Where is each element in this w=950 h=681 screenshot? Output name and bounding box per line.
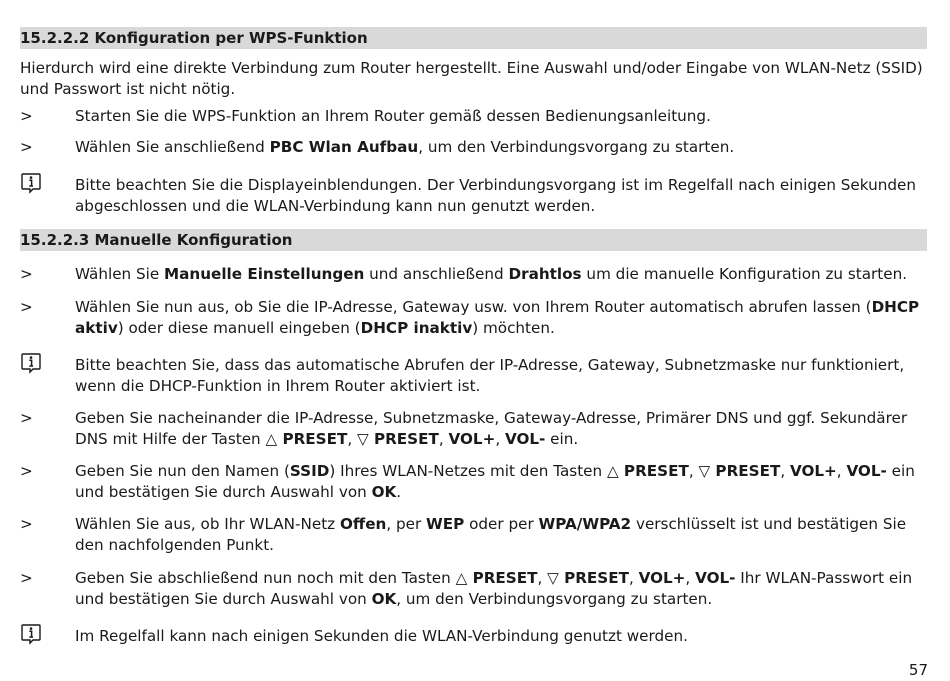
- info-icon: [20, 623, 42, 643]
- info-icon: [20, 352, 42, 372]
- bullet-marker: >: [20, 298, 33, 316]
- info-note-text: Bitte beachten Sie die Displayeinblendungen. Der Verbindungsvorgang ist im Regelfall nach einigen Sekunden abgeschlossen und die WLAN-Verbindung kann nun genutzt werden.: [75, 176, 916, 215]
- list-item-text: Wählen Sie aus, ob Ihr WLAN-Netz Offen, per WEP oder per WPA/WPA2 verschlüsselt ist und bestätigen Sie den nachfolgenden Punkt.: [75, 515, 907, 554]
- bullet-marker: >: [20, 138, 33, 156]
- list-item-text: Geben Sie nun den Namen (SSID) Ihres WLAN-Netzes mit den Tasten △ PRESET, ▽ PRESET, VOL+, VOL- ein und bestätigen Sie durch Auswahl von OK.: [75, 462, 915, 501]
- intro-paragraph: Hierdurch wird eine direkte Verbindung zum Router hergestellt. Eine Auswahl und/oder Eingabe von WLAN-Netz (SSID) und Passwort ist nicht nötig.: [20, 59, 923, 98]
- bullet-marker: >: [20, 409, 33, 427]
- bullet-marker: >: [20, 515, 33, 533]
- bullet-marker: >: [20, 107, 33, 125]
- bullet-marker: >: [20, 462, 33, 480]
- info-icon: [20, 172, 42, 192]
- info-note-text: Bitte beachten Sie, dass das automatische Abrufen der IP-Adresse, Gateway, Subnetzmaske nur funktioniert, wenn die DHCP-Funktion in Ihrem Router aktiviert ist.: [75, 356, 905, 395]
- bullet-marker: >: [20, 569, 33, 587]
- list-item-text: Wählen Sie anschließend PBC Wlan Aufbau, um den Verbindungsvorgang zu starten.: [75, 138, 735, 156]
- section-heading-wps: 15.2.2.2 Konfiguration per WPS-Funktion: [20, 27, 927, 49]
- list-item-text: Geben Sie abschließend nun noch mit den Tasten △ PRESET, ▽ PRESET, VOL+, VOL- Ihr WLAN-Passwort ein und bestätigen Sie durch Auswahl von OK, um den Verbindungsvorgang zu starten.: [75, 569, 913, 608]
- section-heading-manual: 15.2.2.3 Manuelle Konfiguration: [20, 229, 927, 251]
- page-number: 57: [908, 661, 928, 679]
- list-item-text: Wählen Sie Manuelle Einstellungen und anschließend Drahtlos um die manuelle Konfiguration zu starten.: [75, 265, 908, 283]
- info-note-text: Im Regelfall kann nach einigen Sekunden die WLAN-Verbindung genutzt werden.: [75, 627, 688, 645]
- list-item-text: Wählen Sie nun aus, ob Sie die IP-Adresse, Gateway usw. von Ihrem Router automatisch abrufen lassen (DHCP aktiv) oder diese manuell eingeben (DHCP inaktiv) möchten.: [75, 298, 920, 337]
- bullet-marker: >: [20, 265, 33, 283]
- list-item-text: Geben Sie nacheinander die IP-Adresse, Subnetzmaske, Gateway-Adresse, Primärer DNS und ggf. Sekundärer DNS mit Hilfe der Tasten △ PRESET, ▽ PRESET, VOL+, VOL- ein.: [75, 409, 908, 448]
- list-item-text: Starten Sie die WPS-Funktion an Ihrem Router gemäß dessen Bedienungsanleitung.: [75, 107, 711, 125]
